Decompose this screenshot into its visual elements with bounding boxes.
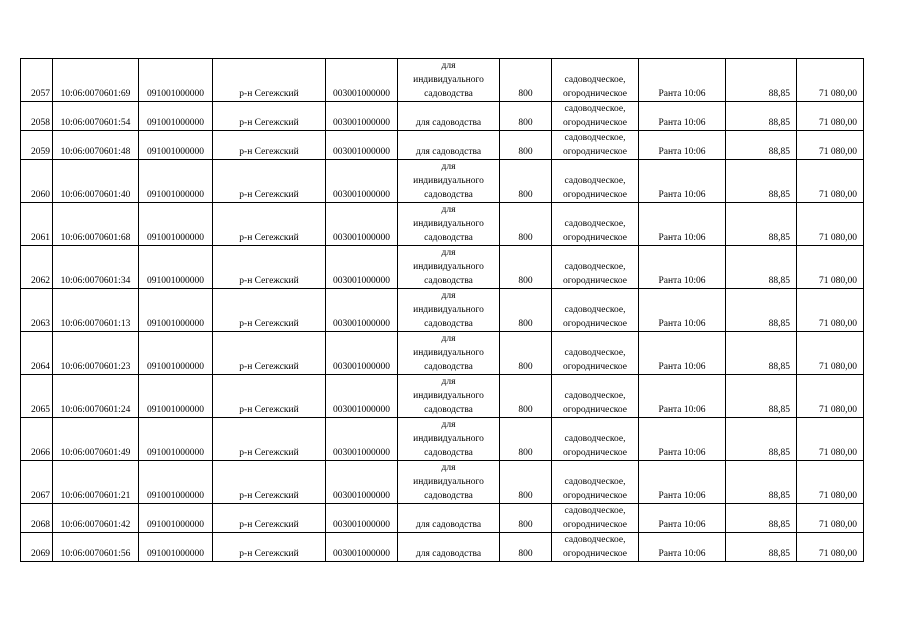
valuation-zone-cell: Ранта 10:06 — [639, 289, 726, 332]
cadastral-number-cell: 10:06:0070601:69 — [53, 59, 139, 102]
specific-value-cell: 88,85 — [726, 59, 797, 102]
table-row — [21, 418, 864, 461]
district-cell: р-н Сегежский — [213, 59, 326, 102]
area-cell: 800 — [500, 461, 552, 504]
cadastral-number-cell: 10:06:0070601:48 — [53, 131, 139, 160]
cadastral-value-cell: 71 080,00 — [797, 160, 864, 203]
row-number-cell: 2067 — [21, 461, 53, 504]
area-cell: 800 — [500, 59, 552, 102]
cadastral-value-cell: 71 080,00 — [797, 504, 864, 533]
row-number-cell: 2062 — [21, 246, 53, 289]
table-row — [21, 131, 864, 160]
district-cell: р-н Сегежский — [213, 461, 326, 504]
permitted-use-cell: для садоводства — [398, 533, 500, 562]
district-cell: р-н Сегежский — [213, 332, 326, 375]
row-number-cell: 2063 — [21, 289, 53, 332]
specific-value-cell: 88,85 — [726, 102, 797, 131]
use-category-cell: садоводческое, огородническое — [552, 131, 639, 160]
oktmo-code-cell: 003001000000 — [326, 203, 398, 246]
area-cell: 800 — [500, 375, 552, 418]
area-cell: 800 — [500, 289, 552, 332]
cadastral-number-cell: 10:06:0070601:34 — [53, 246, 139, 289]
valuation-zone-cell: Ранта 10:06 — [639, 504, 726, 533]
permitted-use-cell: для индивидуального садоводства — [398, 461, 500, 504]
oktmo-code-cell: 003001000000 — [326, 289, 398, 332]
oktmo-code-cell: 003001000000 — [326, 332, 398, 375]
valuation-zone-cell: Ранта 10:06 — [639, 375, 726, 418]
district-cell: р-н Сегежский — [213, 102, 326, 131]
valuation-zone-cell: Ранта 10:06 — [639, 203, 726, 246]
valuation-zone-cell: Ранта 10:06 — [639, 59, 726, 102]
area-cell: 800 — [500, 533, 552, 562]
oktmo-code-cell: 003001000000 — [326, 131, 398, 160]
permitted-use-cell: для индивидуального садоводства — [398, 203, 500, 246]
okato-code-cell: 091001000000 — [139, 203, 213, 246]
valuation-zone-cell: Ранта 10:06 — [639, 461, 726, 504]
table-row — [21, 102, 864, 131]
cadastral-number-cell: 10:06:0070601:40 — [53, 160, 139, 203]
permitted-use-cell: для садоводства — [398, 131, 500, 160]
cadastral-number-cell: 10:06:0070601:24 — [53, 375, 139, 418]
row-number-cell: 2069 — [21, 533, 53, 562]
oktmo-code-cell: 003001000000 — [326, 533, 398, 562]
district-cell: р-н Сегежский — [213, 418, 326, 461]
use-category-cell: садоводческое, огородническое — [552, 160, 639, 203]
oktmo-code-cell: 003001000000 — [326, 246, 398, 289]
table-row — [21, 246, 864, 289]
table-row — [21, 461, 864, 504]
use-category-cell: садоводческое, огородническое — [552, 332, 639, 375]
okato-code-cell: 091001000000 — [139, 461, 213, 504]
okato-code-cell: 091001000000 — [139, 160, 213, 203]
table-row — [21, 504, 864, 533]
cadastral-value-cell: 71 080,00 — [797, 203, 864, 246]
specific-value-cell: 88,85 — [726, 375, 797, 418]
row-number-cell: 2060 — [21, 160, 53, 203]
valuation-zone-cell: Ранта 10:06 — [639, 533, 726, 562]
use-category-cell: садоводческое, огородническое — [552, 246, 639, 289]
okato-code-cell: 091001000000 — [139, 332, 213, 375]
cadastral-number-cell: 10:06:0070601:13 — [53, 289, 139, 332]
row-number-cell: 2068 — [21, 504, 53, 533]
cadastral-value-cell: 71 080,00 — [797, 59, 864, 102]
table-row — [21, 375, 864, 418]
table-row — [21, 533, 864, 562]
oktmo-code-cell: 003001000000 — [326, 160, 398, 203]
district-cell: р-н Сегежский — [213, 131, 326, 160]
table-row — [21, 203, 864, 246]
district-cell: р-н Сегежский — [213, 160, 326, 203]
specific-value-cell: 88,85 — [726, 203, 797, 246]
specific-value-cell: 88,85 — [726, 418, 797, 461]
oktmo-code-cell: 003001000000 — [326, 461, 398, 504]
row-number-cell: 2057 — [21, 59, 53, 102]
permitted-use-cell: для индивидуального садоводства — [398, 246, 500, 289]
okato-code-cell: 091001000000 — [139, 504, 213, 533]
permitted-use-cell: для индивидуального садоводства — [398, 418, 500, 461]
valuation-zone-cell: Ранта 10:06 — [639, 246, 726, 289]
oktmo-code-cell: 003001000000 — [326, 504, 398, 533]
row-number-cell: 2061 — [21, 203, 53, 246]
specific-value-cell: 88,85 — [726, 246, 797, 289]
oktmo-code-cell: 003001000000 — [326, 418, 398, 461]
district-cell: р-н Сегежский — [213, 533, 326, 562]
row-number-cell: 2058 — [21, 102, 53, 131]
cadastral-value-cell: 71 080,00 — [797, 102, 864, 131]
table-row — [21, 59, 864, 102]
district-cell: р-н Сегежский — [213, 246, 326, 289]
use-category-cell: садоводческое, огородническое — [552, 375, 639, 418]
permitted-use-cell: для индивидуального садоводства — [398, 332, 500, 375]
specific-value-cell: 88,85 — [726, 289, 797, 332]
permitted-use-cell: для индивидуального садоводства — [398, 375, 500, 418]
valuation-zone-cell: Ранта 10:06 — [639, 418, 726, 461]
permitted-use-cell: для индивидуального садоводства — [398, 59, 500, 102]
cadastral-number-cell: 10:06:0070601:42 — [53, 504, 139, 533]
okato-code-cell: 091001000000 — [139, 289, 213, 332]
cadastral-value-cell: 71 080,00 — [797, 533, 864, 562]
area-cell: 800 — [500, 332, 552, 375]
row-number-cell: 2065 — [21, 375, 53, 418]
okato-code-cell: 091001000000 — [139, 375, 213, 418]
okato-code-cell: 091001000000 — [139, 533, 213, 562]
use-category-cell: садоводческое, огородническое — [552, 102, 639, 131]
cadastral-value-cell: 71 080,00 — [797, 246, 864, 289]
specific-value-cell: 88,85 — [726, 332, 797, 375]
valuation-zone-cell: Ранта 10:06 — [639, 131, 726, 160]
area-cell: 800 — [500, 504, 552, 533]
permitted-use-cell: для индивидуального садоводства — [398, 160, 500, 203]
valuation-zone-cell: Ранта 10:06 — [639, 102, 726, 131]
cadastral-number-cell: 10:06:0070601:23 — [53, 332, 139, 375]
specific-value-cell: 88,85 — [726, 504, 797, 533]
cadastral-number-cell: 10:06:0070601:56 — [53, 533, 139, 562]
area-cell: 800 — [500, 418, 552, 461]
area-cell: 800 — [500, 131, 552, 160]
row-number-cell: 2066 — [21, 418, 53, 461]
area-cell: 800 — [500, 203, 552, 246]
valuation-zone-cell: Ранта 10:06 — [639, 160, 726, 203]
cadastral-value-cell: 71 080,00 — [797, 418, 864, 461]
district-cell: р-н Сегежский — [213, 289, 326, 332]
okato-code-cell: 091001000000 — [139, 59, 213, 102]
use-category-cell: садоводческое, огородническое — [552, 504, 639, 533]
district-cell: р-н Сегежский — [213, 504, 326, 533]
cadastral-value-cell: 71 080,00 — [797, 332, 864, 375]
oktmo-code-cell: 003001000000 — [326, 102, 398, 131]
permitted-use-cell: для садоводства — [398, 504, 500, 533]
specific-value-cell: 88,85 — [726, 533, 797, 562]
table-row — [21, 289, 864, 332]
specific-value-cell: 88,85 — [726, 160, 797, 203]
land-plots-table — [20, 58, 864, 562]
valuation-zone-cell: Ранта 10:06 — [639, 332, 726, 375]
okato-code-cell: 091001000000 — [139, 102, 213, 131]
cadastral-value-cell: 71 080,00 — [797, 131, 864, 160]
permitted-use-cell: для садоводства — [398, 102, 500, 131]
row-number-cell: 2064 — [21, 332, 53, 375]
cadastral-value-cell: 71 080,00 — [797, 461, 864, 504]
cadastral-number-cell: 10:06:0070601:68 — [53, 203, 139, 246]
cadastral-value-cell: 71 080,00 — [797, 375, 864, 418]
table-row — [21, 160, 864, 203]
table-row — [21, 332, 864, 375]
specific-value-cell: 88,85 — [726, 131, 797, 160]
okato-code-cell: 091001000000 — [139, 131, 213, 160]
okato-code-cell: 091001000000 — [139, 246, 213, 289]
table-body — [21, 59, 864, 562]
cadastral-value-cell: 71 080,00 — [797, 289, 864, 332]
oktmo-code-cell: 003001000000 — [326, 59, 398, 102]
oktmo-code-cell: 003001000000 — [326, 375, 398, 418]
specific-value-cell: 88,85 — [726, 461, 797, 504]
use-category-cell: садоводческое, огородническое — [552, 289, 639, 332]
district-cell: р-н Сегежский — [213, 203, 326, 246]
permitted-use-cell: для индивидуального садоводства — [398, 289, 500, 332]
area-cell: 800 — [500, 246, 552, 289]
use-category-cell: садоводческое, огородническое — [552, 533, 639, 562]
use-category-cell: садоводческое, огородническое — [552, 203, 639, 246]
cadastral-number-cell: 10:06:0070601:49 — [53, 418, 139, 461]
district-cell: р-н Сегежский — [213, 375, 326, 418]
area-cell: 800 — [500, 102, 552, 131]
use-category-cell: садоводческое, огородническое — [552, 418, 639, 461]
area-cell: 800 — [500, 160, 552, 203]
use-category-cell: садоводческое, огородническое — [552, 59, 639, 102]
cadastral-number-cell: 10:06:0070601:54 — [53, 102, 139, 131]
use-category-cell: садоводческое, огородническое — [552, 461, 639, 504]
cadastral-number-cell: 10:06:0070601:21 — [53, 461, 139, 504]
okato-code-cell: 091001000000 — [139, 418, 213, 461]
row-number-cell: 2059 — [21, 131, 53, 160]
